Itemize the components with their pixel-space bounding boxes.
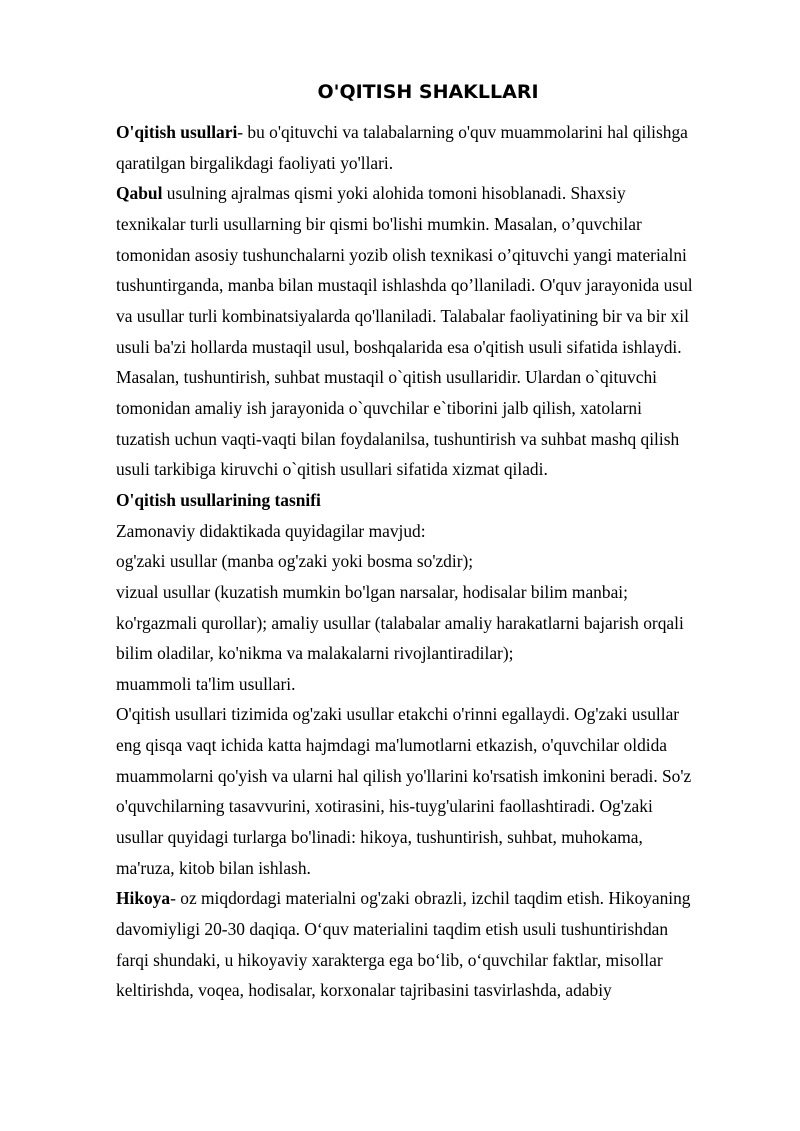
text-line bbox=[116, 516, 746, 547]
text-line bbox=[116, 362, 746, 393]
text-line bbox=[116, 454, 746, 485]
text-line bbox=[116, 883, 746, 914]
line-text: davomiyligi 20-30 daqiqa. O‘quv materialini taqdim etish usuli tushuntirishdan bbox=[116, 919, 669, 940]
line-text: keltirishda, voqea, hodisalar, korxonalar tajribasini tasvirlashda, adabiy bbox=[116, 980, 612, 1001]
bold-term: O'qitish usullarining tasnifi bbox=[116, 489, 321, 510]
text-line bbox=[116, 730, 746, 761]
line-text: og'zaki usullar (manba og'zaki yoki bosma so'zdir); bbox=[116, 551, 474, 572]
text-line bbox=[116, 638, 746, 669]
text-line bbox=[116, 761, 746, 792]
text-line bbox=[116, 148, 746, 179]
line-text: va usullar turli kombinatsiyalarda qo'llaniladi. Talabalar faoliyatining bir va bir xil bbox=[116, 305, 689, 326]
text-line bbox=[116, 393, 746, 424]
text-line bbox=[116, 209, 746, 240]
text-line bbox=[116, 608, 746, 639]
line-text: muammoli ta'lim usullari. bbox=[116, 673, 296, 694]
line-text: tuzatish uchun vaqti-vaqti bilan foydalanilsa, tushuntirish va suhbat mashq qilish bbox=[116, 428, 680, 449]
text-line bbox=[116, 853, 746, 884]
text-line bbox=[116, 117, 746, 148]
line-text: tomonidan asosiy tushunchalarni yozib olish texnikasi o’qituvchi yangi materialni bbox=[116, 244, 687, 265]
line-text: ko'rgazmali qurollar); amaliy usullar (talabalar amaliy harakatlarni bajarish orqali bbox=[116, 612, 684, 633]
text-line bbox=[116, 240, 746, 271]
text-line bbox=[116, 791, 746, 822]
line-text: o'quvchilarning tasavvurini, xotirasini, his-tuyg'ularini faollashtiradi. Og'zaki bbox=[116, 796, 653, 817]
line-text: texnikalar turli usullarning bir qismi bo'lishi mumkin. Masalan, o’quvchilar bbox=[116, 213, 642, 234]
text-line bbox=[116, 945, 746, 976]
bold-term: O'qitish usullari bbox=[116, 122, 238, 142]
line-text: Masalan, tushuntirish, suhbat mustaqil o`qitish usullaridir. Ulardan o`qituvchi bbox=[116, 367, 657, 388]
text-line bbox=[116, 669, 746, 700]
line-text: usullar quyidagi turlarga bo'linadi: hikoya, tushuntirish, suhbat, muhokama, bbox=[116, 827, 643, 848]
text-line bbox=[116, 424, 746, 455]
line-text: usuli tarkibiga kiruvchi o`qitish usullari sifatida xizmat qiladi. bbox=[116, 459, 548, 480]
text-line bbox=[116, 546, 746, 577]
line-text: - bu o'qituvchi va talabalarning o'quv muammolarini hal qilishga bbox=[237, 122, 688, 142]
paragraph-qabul bbox=[116, 178, 746, 485]
line-text: eng qisqa vaqt ichida katta hajmdagi ma'lumotlarni etkazish, o'quvchilar oldida bbox=[116, 735, 668, 756]
line-text: Zamonaviy didaktikada quyidagilar mavjud: bbox=[116, 520, 426, 541]
paragraph-ogzaki bbox=[116, 699, 746, 883]
text-line bbox=[116, 270, 746, 301]
line-text: tushuntirganda, manba bilan mustaqil ishlashda qo’llaniladi. O'quv jarayonida usul bbox=[116, 275, 693, 296]
bold-term: Qabul bbox=[116, 183, 163, 204]
line-text: muammolarni qo'yish va ularni hal qilish yo'llarini ko'rsatish imkonini beradi. So'z bbox=[116, 765, 692, 786]
paragraph-oqitish-usullari bbox=[116, 117, 746, 178]
document-body bbox=[116, 117, 746, 1006]
heading-tasnifi bbox=[116, 485, 746, 516]
line-text: O'qitish usullari tizimida og'zaki usullar etakchi o'rinni egallaydi. Og'zaki usullar bbox=[116, 704, 680, 725]
line-text: qaratilgan birgalikdagi faoliyati yo'llari. bbox=[116, 152, 394, 173]
text-line bbox=[116, 178, 746, 209]
text-line bbox=[116, 485, 746, 516]
text-line bbox=[116, 332, 746, 363]
line-text: usulning ajralmas qismi yoki alohida tomoni hisoblanadi. Shaxsiy bbox=[162, 183, 626, 204]
text-line bbox=[116, 975, 746, 1006]
line-text: farqi shundaki, u hikoyaviy xarakterga ega bo‘lib, o‘quvchilar faktlar, misollar bbox=[116, 949, 663, 970]
line-text: vizual usullar (kuzatish mumkin bo'lgan narsalar, hodisalar bilim manbai; bbox=[116, 581, 628, 602]
line-text: - oz miqdordagi materialni og'zaki obrazli, izchil taqdim etish. Hikoyaning bbox=[170, 888, 691, 909]
text-line bbox=[116, 699, 746, 730]
line-text: usuli ba'zi hollarda mustaqil usul, boshqalarida esa o'qitish usuli sifatida ishlaydi. bbox=[116, 336, 682, 357]
page-title: O'QITISH SHAKLLARI bbox=[317, 81, 539, 103]
paragraph-zamonaviy bbox=[116, 516, 746, 700]
text-line bbox=[116, 822, 746, 853]
text-line bbox=[116, 914, 746, 945]
text-line bbox=[116, 301, 746, 332]
paragraph-hikoya bbox=[116, 883, 746, 1006]
bold-term: Hikoya bbox=[116, 888, 171, 909]
line-text: tomonidan amaliy ish jarayonida o`quvchilar e`tiborini jalb qilish, xatolarni bbox=[116, 397, 642, 418]
text-line bbox=[116, 577, 746, 608]
line-text: ma'ruza, kitob bilan ishlash. bbox=[116, 857, 311, 878]
line-text: bilim oladilar, ko'nikma va malakalarni rivojlantiradilar); bbox=[116, 643, 514, 664]
